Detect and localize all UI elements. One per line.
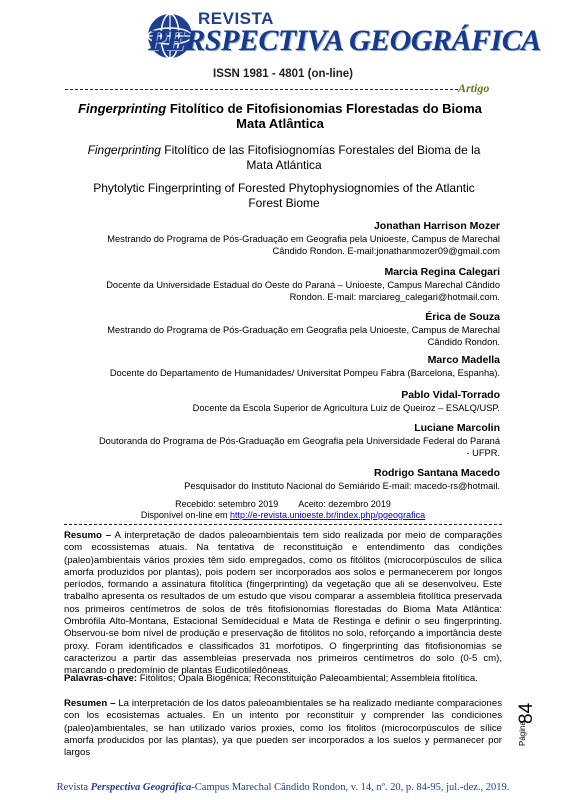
footer-suffix: -Campus Marechal Cândido Rondon, v. 14, nº. 20, p. 84-95, jul.-dez., 2019.	[191, 782, 510, 793]
footer-prefix: Revista	[56, 782, 91, 793]
author-name: Jonathan Harrison Mozer	[373, 220, 500, 232]
online-url-link[interactable]: http://e-revista.unioeste.br/index.php/pgeografica	[229, 510, 426, 520]
page-number-value: 84	[516, 702, 537, 724]
author-affiliation: Docente da Escola Superior de Agricultura Luiz de Queiroz – ESALQ/USP.	[192, 403, 500, 413]
abstract-portuguese	[64, 530, 502, 678]
resumo-text: A interpretação de dados paleoambientais tem sido realizada por meio de comparações com ecossistemas atuais. Na tentativa de reconstituição e entendimento das condições (paleo)ambientais vários proxies têm sido empregados, como os fitólitos (microcorpúsculos de sílica amorfa produzidos por plantas), pois podem ser incorporados aos solos e permanecerem por longos períodos, formando a assinatura fitolítica (fingerprinting) da vegetação que ali se desenvolveu. Este trabalho apresenta os resultados de um estudo que visou comparar a assembleia fitolítica preservada nos primeiros centímetros de solos de três fitofisionomias florestadas do Bioma Mata Atlântica: Ombrófila Alto-Montana, Estacional Semidecidual e Mata de Restinga e definir o seu fingerprinting. Observou-se bom nível de produção e preservação de fitólitos no solo, reforçando a importância deste proxy. Foram identificados e classificados 31 morfotipos. O fingerprinting das fitofisionomias se caracterizou a partir das assembleias preservada nos primeiros centímetros do solo (0-5 cm), marcando o predomínio de plantas Eudicotiledôneas.	[64, 530, 502, 677]
logo-title: PERSPECTIVA GEOGRÁFICA	[148, 24, 541, 57]
issn: ISSN 1981 - 4801 (on-line)	[213, 68, 353, 80]
author-affiliation: Pesquisador do Instituto Nacional do Semiárido E-mail: macedo-rs@hotmail.	[184, 481, 500, 491]
keywords	[64, 673, 502, 685]
author-name: Luciane Marcolin	[414, 422, 500, 434]
title-spanish	[80, 143, 488, 172]
author-affiliation: Doutoranda do Programa de Pós-Graduação em Geografia pela Universidade Federal do Paraná - UFPR.	[98, 436, 500, 458]
title-es-rest: Fitolítico de las Fitofisiognomías Forestales del Bioma de la Mata Atlántica	[160, 143, 481, 172]
title-pt-italic: Fingerprinting	[78, 101, 167, 116]
author-name: Rodrigo Santana Macedo	[373, 467, 500, 479]
author-name: Marcia Regina Calegari	[384, 266, 500, 278]
resumen-text: La interpretación de los datos paleoambientales se ha realizado mediante comparaciones con los ecosistemas actuales. En un intento por reconstituir y comprender las condiciones (paleo)ambientales, se han utilizado varios proxies, como los fitolitos (microcorpúsculos de sílice amorfa producidos por las plantas), ya que pueden ser incorporados a los suelos y permanecer por largos	[64, 698, 502, 759]
resumo-label: Resumo –	[64, 530, 112, 541]
online-prefix: Disponível on-line em	[140, 510, 230, 520]
title-pt-rest: Fitolítico de Fitofisionomias Florestadas do Bioma Mata Atlântica	[166, 101, 482, 131]
keywords-text: Fitólitos; Opala Biogênica; Reconstituição Paleoambiental; Assembleia fitolítica.	[137, 673, 478, 684]
footer-journal: Perspectiva Geográfica	[90, 782, 192, 793]
page-number	[510, 688, 540, 748]
author-name: Érica de Souza	[425, 311, 500, 323]
section-tag: Artigo	[458, 81, 490, 95]
accepted-date: Aceito: dezembro 2019	[298, 499, 391, 509]
abstract-divider	[64, 524, 502, 525]
received-date: Recebido: setembro 2019	[175, 499, 279, 509]
dates-line	[0, 499, 566, 511]
online-availability	[0, 510, 566, 522]
title-es-italic: Fingerprinting	[87, 143, 161, 157]
resumen-label: Resumen –	[64, 698, 116, 709]
abstract-spanish	[64, 698, 502, 759]
author-affiliation: Mestrando do Programa de Pós-Graduação em Geografia pela Unioeste, Campus de Marechal Cândido Rondon. E-mail:jonathanmozer09@gmail.com	[107, 234, 500, 256]
author-affiliation: Mestrando do Programa de Pós-Graduação em Geografia pela Unioeste, Campus de Marechal Cândido Rondon.	[107, 325, 500, 347]
title-portuguese	[70, 101, 490, 131]
author-affiliation: Docente da Universidade Estadual do Oeste do Paraná – Unioeste, Campus Marechal Cândido Rondon. E-mail: marciareg_calegari@hotmail.com.	[106, 280, 500, 302]
logo-revista-text: REVISTA	[198, 9, 274, 28]
title-english: Phytolytic Fingerprinting of Forested Phytophysiognomies of the Atlantic Forest Biome	[93, 181, 475, 210]
footer-citation	[0, 782, 566, 793]
header-divider	[65, 89, 458, 90]
author-name: Marco Madella	[427, 354, 500, 366]
author-name: Pablo Vidal-Torrado	[401, 389, 500, 401]
page-label: Página	[518, 721, 527, 746]
author-affiliation: Docente do Departamento de Humanidades/ Universitat Pompeu Fabra (Barcelona, Espanha).	[109, 368, 500, 378]
keywords-label: Palavras-chave:	[64, 673, 138, 684]
